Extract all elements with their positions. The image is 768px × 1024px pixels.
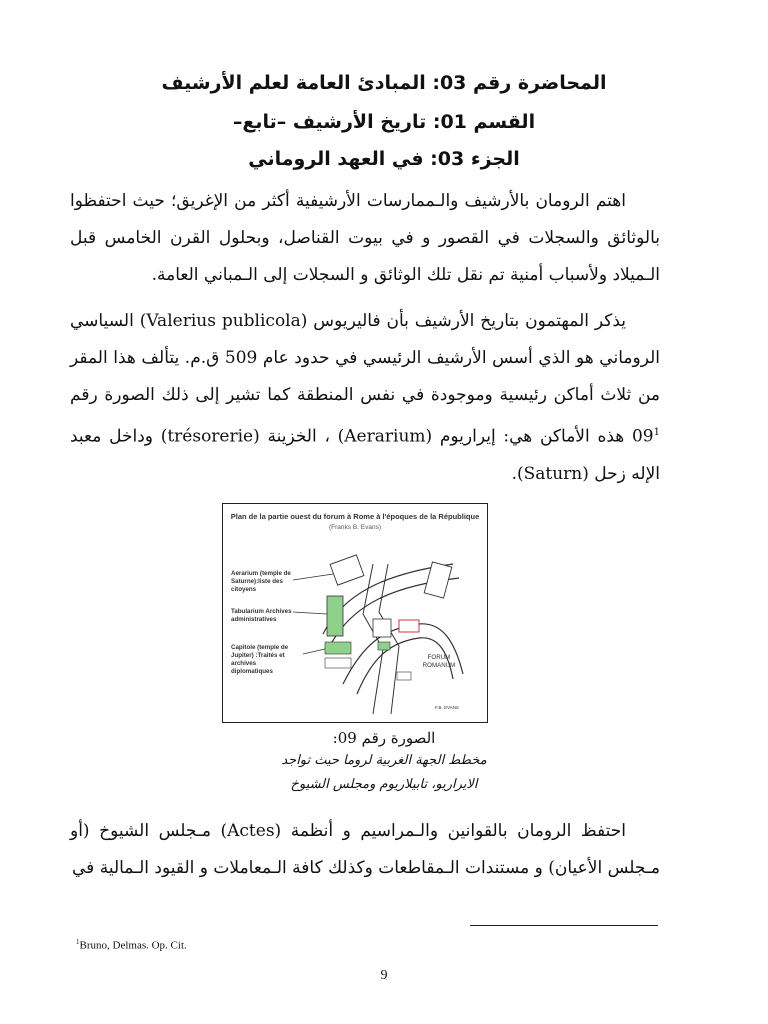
part-title: الجزء 03: في العهد الروماني: [248, 148, 520, 170]
figure-caption-line2: مخطط الجهة الغربية لروما حيث تواجد: [281, 753, 487, 768]
paragraph-2-cont: هذه الأماكن هي: إيراريوم (Aerarium) ، الخزينة (trésorerie) وداخل معبد الإله زحل (Saturn).: [70, 426, 660, 484]
label-aerarium: Aerarium (temple de Saturne):liste des citoyens: [231, 570, 291, 593]
footnote-text: Bruno, Delmas. Op. Cit.: [79, 939, 187, 952]
paragraph-1: اهتم الرومان بالأرشيف والـممارسات الأرشيفية أكثر من الإغريق؛ حيث احتفظوا بالوثائق والسجلات في القصور و في بيوت القناصل، وبحلول القرن الخامس قبل الـميلاد ولأسباب أمنية تم نقل تلك الوثائق و السجلات إلى الـمباني العامة.: [70, 191, 660, 285]
figure-caption-line3: الايراريو، تابيلاريوم ومجلس الشيوخ: [290, 777, 478, 792]
footnote-marker: 1: [76, 938, 80, 946]
label-forum: FORUM ROMANUM: [422, 654, 456, 669]
paragraph-2: [70, 303, 660, 493]
footnote-separator: [470, 925, 658, 926]
paragraph-2-text: يذكر المهتمون بتاريخ الأرشيف بأن فاليريوس (Valerius publicola) السياسي الروماني هو الذي أسس الأرشيف الرئيسي في حدود عام 509 ق.م. يتألف هذا المقر من ثلاث أماكن رئيسية وموجودة في نفس المنطقة كما تشير إلى ذلك الصورة رقم 09: [70, 311, 660, 447]
footnote: [76, 938, 187, 952]
figure-title: Plan de la partie ouest du forum à Rome à l'époques de la République: [230, 512, 480, 521]
lecture-title: المحاضرة رقم 03: المبادئ العامة لعلم الأرشيف: [161, 72, 607, 94]
section-title: القسم 01: تاريخ الأرشيف –تابع–: [232, 111, 536, 133]
forum-map-figure: [222, 503, 488, 723]
figure-caption-title: الصورة رقم 09:: [332, 729, 436, 747]
paragraph-4: احتفظ الرومان بالقوانين والـمراسيم و أنظمة (Actes) مـجلس الشيوخ (أو مـجلس الأعيان) و مستندات الـمقاطعات وكذلك كافة الـمعاملات و القيود الـمالية في: [70, 821, 660, 878]
label-evans: F.B. EVANS: [435, 705, 459, 710]
page-number: 9: [380, 968, 388, 983]
figure-author: (Franks B. Evans): [328, 524, 381, 531]
label-capitole: Capitole (temple de Jupiter) :Traités et archives diplomatiques: [231, 644, 289, 675]
footnote-ref: 1: [653, 427, 660, 438]
label-tabularium: Tabularium Archives administratives: [231, 608, 292, 623]
